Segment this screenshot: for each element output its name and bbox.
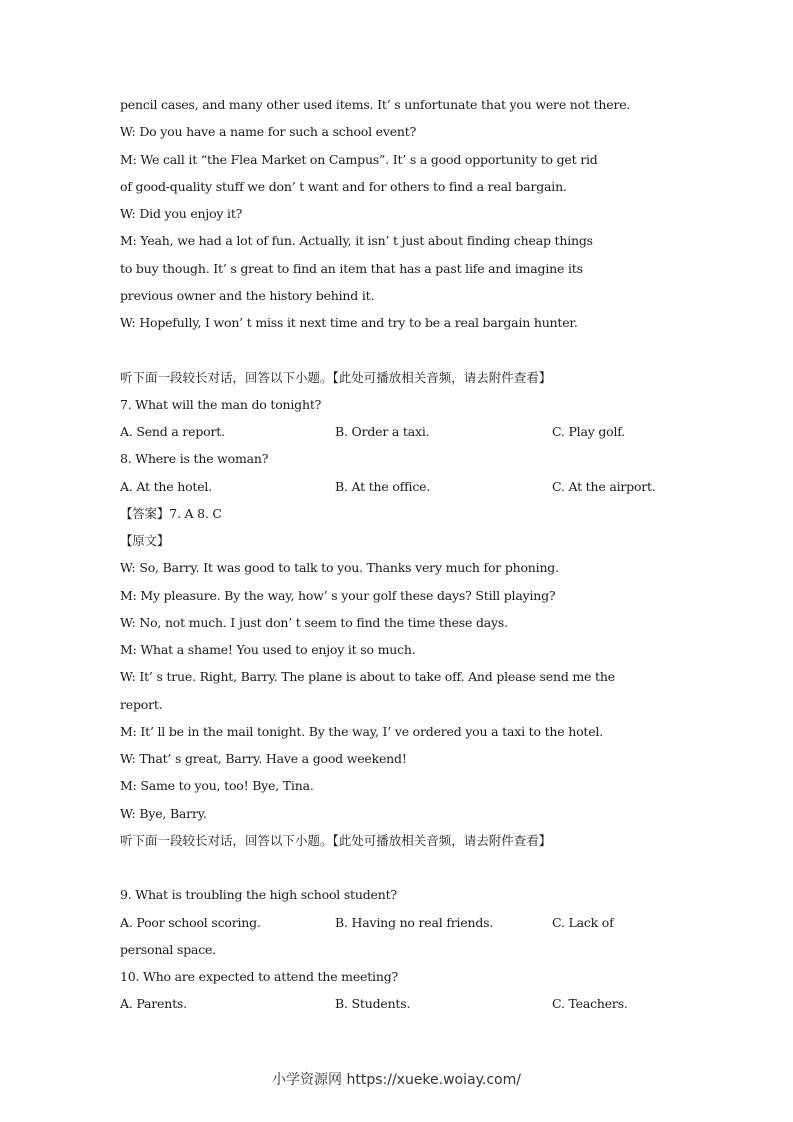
spacer: [120, 857, 680, 884]
option-a: A. Poor school scoring.: [120, 914, 261, 930]
transcript-line: M: It’ ll be in the mail tonight. By the way, I’ ve ordered you a taxi to the hotel.: [120, 723, 603, 739]
question-10-options: [120, 993, 680, 1020]
option-c: C. Play golf.: [552, 424, 626, 439]
question-8-options: [120, 476, 680, 503]
option-c: C. Teachers.: [552, 996, 628, 1012]
transcript-line: report.: [120, 696, 163, 712]
option-a: A. Parents.: [120, 996, 187, 1012]
transcript-line: W: That’ s great, Barry. Have a good weekend!: [120, 751, 407, 766]
section-instruction: 听下面一段较长对话，回答以下小题。【此处可播放相关音频，请去附件查看】: [120, 832, 552, 848]
question-9: 9. What is troubling the high school student?: [120, 887, 397, 903]
transcript-line: previous owner and the history behind it.: [120, 287, 375, 303]
question-9-options: [120, 912, 680, 939]
transcript-line: M: What a shame! You used to enjoy it so much.: [120, 642, 416, 657]
answer-line: 【答案】7. A 8. C: [120, 505, 222, 521]
transcript-line: W: It’ s true. Right, Barry. The plane is about to take off. And please send me the: [120, 669, 615, 685]
question-10: 10. Who are expected to attend the meeting?: [120, 969, 399, 984]
option-b: B. At the office.: [335, 478, 431, 494]
option-b: B. Having no real friends.: [335, 914, 494, 930]
question-7-options: [120, 421, 680, 448]
transcript-line: M: Yeah, we had a lot of fun. Actually, it isn’ t just about finding cheap things: [120, 233, 593, 249]
transcript-line: M: My pleasure. By the way, how’ s your golf these days? Still playing?: [120, 587, 556, 603]
transcript-line: W: Did you enjoy it?: [120, 206, 243, 221]
option-c: C. Lack of: [552, 914, 614, 930]
spacer: [120, 339, 680, 366]
option-b: B. Order a taxi.: [335, 424, 430, 439]
transcript-line: W: No, not much. I just don’ t seem to find the time these days.: [120, 614, 508, 630]
question-8: 8. Where is the woman?: [120, 451, 269, 467]
option-c-continued: personal space.: [120, 941, 217, 957]
option-a: A. Send a report.: [120, 424, 225, 439]
transcript-line: W: So, Barry. It was good to talk to you. Thanks very much for phoning.: [120, 560, 559, 576]
transcript-line: W: Hopefully, I won’ t miss it next time and try to be a real bargain hunter.: [120, 315, 578, 330]
transcript-line: pencil cases, and many other used items. It’ s unfortunate that you were not there.: [120, 97, 631, 112]
question-7: 7. What will the man do tonight?: [120, 396, 322, 412]
option-b: B. Students.: [335, 996, 411, 1012]
section-instruction: 听下面一段较长对话，回答以下小题。【此处可播放相关音频，请去附件查看】: [120, 369, 552, 385]
transcript-line: M: Same to you, too! Bye, Tina.: [120, 778, 314, 794]
document-body: [120, 94, 680, 1021]
transcript-line: of good-quality stuff we don’ t want and for others to find a real bargain.: [120, 178, 567, 194]
option-a: A. At the hotel.: [120, 478, 212, 494]
original-label: 【原文】: [120, 533, 170, 548]
transcript-line: M: We call it “the Flea Market on Campus”. It’ s a good opportunity to get rid: [120, 151, 598, 167]
transcript-line: to buy though. It’ s great to find an item that has a past life and imagine its: [120, 260, 583, 276]
transcript-line: W: Do you have a name for such a school event?: [120, 124, 417, 140]
transcript-line: W: Bye, Barry.: [120, 805, 207, 821]
option-c: C. At the airport.: [552, 478, 656, 494]
page-footer-watermark: 小学资源网 https://xueke.woiay.com/: [272, 1072, 521, 1088]
